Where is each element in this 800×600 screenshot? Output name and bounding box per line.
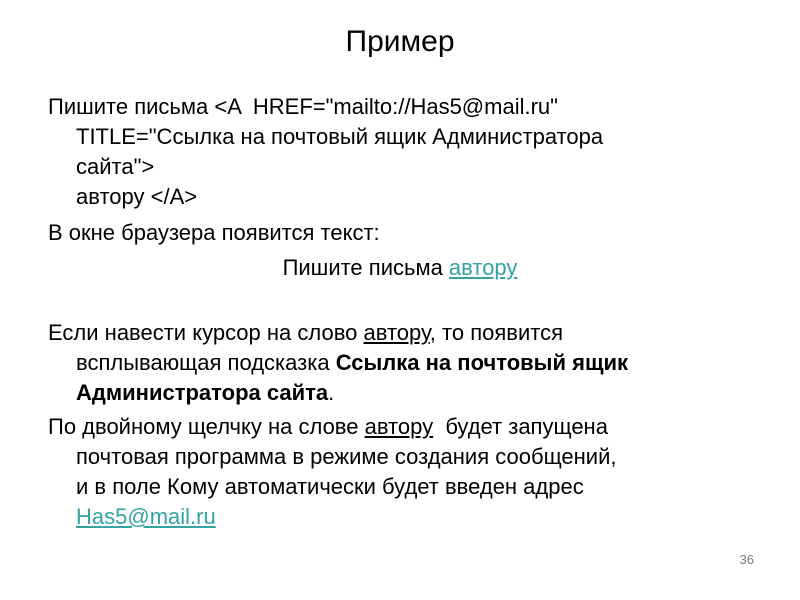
browser-example-link[interactable]: автору [448,255,518,280]
dblclick-line1-link: автору [364,414,434,439]
browser-intro-text: В окне браузера появится текст: [48,220,380,245]
dblclick-line1-suffix: будет запущена [433,414,608,439]
dblclick-line1-prefix: По двойному щелчку на слове [48,414,365,439]
hover-line2-bold: Ссылка на почтовый ящик [335,350,629,375]
browser-example-prefix: Пишите письма [282,255,449,280]
dblclick-paragraph-line-2: почтовая программа в режиме создания сообщений, [76,444,617,469]
hover-paragraph-line-2 [48,348,796,378]
dblclick-paragraph-line-3: и в поле Кому автоматически будет введен адрес [76,474,584,499]
hover-paragraph-line-3 [48,378,796,408]
code-line-2: TITLE="Ссылка на почтовый ящик Администратора [76,124,604,149]
hover-paragraph-line-1 [48,318,768,348]
dblclick-paragraph-line-4 [48,502,796,532]
code-line-4: автору </A> [76,184,198,209]
hover-line3-bold: Администратора сайта [76,380,329,405]
dblclick-paragraph-line-1 [48,412,768,442]
page-number: 36 [739,552,754,567]
code-line-1: Пишите письма <A HREF="mailto://Has5@mail.ru" [48,94,558,119]
email-link[interactable]: Has5@mail.ru [76,504,216,529]
hover-line3-suffix: . [328,380,335,405]
hover-line1-suffix: , то появится [429,320,563,345]
code-line-3: сайта"> [76,154,155,179]
slide-title: Пример [345,25,455,58]
hover-line1-prefix: Если навести курсор на слово [48,320,364,345]
browser-example-line [0,253,800,283]
hover-line2-prefix: всплывающая подсказка [76,350,336,375]
hover-line1-link: автору [363,320,430,345]
